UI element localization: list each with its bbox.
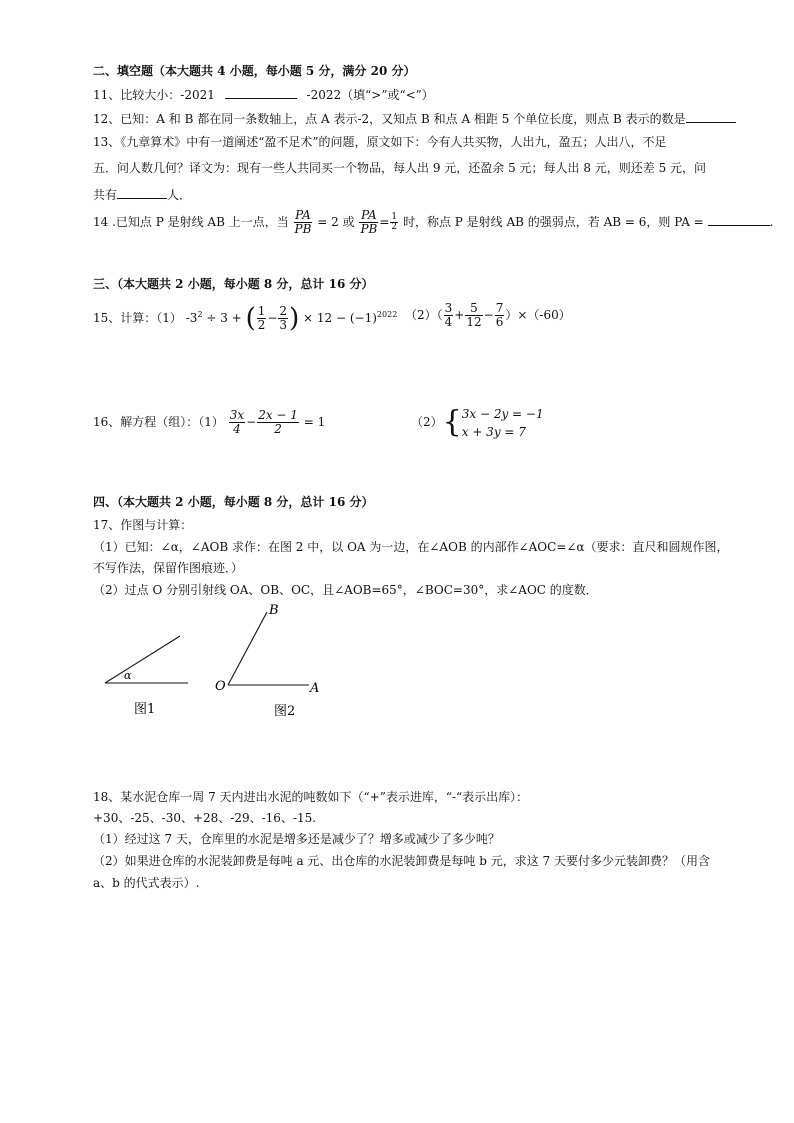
q15-fraction-3: $\frac{3}{4}$ (444, 301, 453, 329)
q15-fraction-1: $\frac{1}{2}$ (257, 304, 266, 332)
q13-line-3 (93, 186, 191, 203)
q18-line-5: a、b 的代式表示）. (93, 876, 200, 890)
q15-fraction-4: $\frac{5}{12}$ (466, 301, 482, 329)
q13-line-2: 五．问人数几何？译文为：现有一些人共同买一个物品，每人出 9 元，还盈余 5 元；每人出 8 元，则还差 5 元，问 (93, 161, 707, 175)
q11-answer-blank[interactable] (225, 86, 297, 99)
fig2-label-b: B (269, 603, 279, 618)
fig1-slant-ray (105, 636, 180, 683)
q14-answer-blank[interactable] (708, 213, 770, 226)
fig2-caption: 图2 (274, 704, 296, 719)
fig1-caption: 图1 (134, 702, 156, 717)
section-4-heading: 四、（本大题共 2 小题，每小题 8 分，总计 16 分） (93, 495, 374, 509)
question-15-part-1: 15、计算：（1） $-3^2 \div 3$ + ( $\frac{1}{2}$ − $\frac{2}{3}$ ) × $12 - (-1)^{2022}$ (93, 303, 398, 334)
q17-title: 17、作图与计算： (93, 518, 193, 532)
question-15-part-2: （2）（ $\frac{3}{4}$ + $\frac{5}{12}$ − $\frac{7}{6}$ ）×（-60） (405, 301, 571, 329)
q14-fraction-pa-pb: $\frac{PA}{PB}$ (294, 208, 312, 236)
q17-part-1-line-1: （1）已知：∠α，∠AOB 求作：在图 2 中，以 OA 为一边，在∠AOB 的内部作∠AOC=∠α（要求：直尺和圆规作图， (93, 540, 729, 554)
section-2-heading: 二、填空题（本大题共 4 小题，每小题 5 分，满分 20 分） (93, 64, 416, 78)
q13-line-1: 13、《九章算术》中有一道阐述“盈不足术”的问题，原文如下：今有人共买物，人出九，盈五；人出八，不足 (93, 135, 667, 149)
figure-1-angle-alpha (100, 630, 195, 720)
q14-fraction-pa-pb-2: $\frac{PA}{PB}$ (360, 208, 378, 236)
q11-suffix: -2022（填“>”或“<”） (306, 88, 434, 102)
question-12 (93, 110, 736, 127)
question-16-part-2: （2）{ 3x − 2y = −1 x + 3y = 7 (411, 404, 544, 440)
fig2-label-a: A (310, 681, 320, 696)
q15-fraction-2: $\frac{2}{3}$ (279, 304, 288, 332)
figure-2-angle-aob (210, 598, 330, 723)
q16-fraction-2: $\frac{2x - 1}{2}$ (258, 408, 298, 436)
q15-fraction-5: $\frac{7}{6}$ (495, 301, 504, 329)
q12-answer-blank[interactable] (686, 110, 736, 123)
q18-line-2: +30、-25、-30、+28、-29、-16、-15. (93, 811, 317, 825)
q13-answer-blank[interactable] (117, 186, 167, 199)
q14-equals: = (379, 215, 390, 229)
q14-prefix: 14 .已知点 P 是射线 AB 上一点，当 (93, 215, 289, 229)
system-brace: { (442, 404, 462, 440)
question-16-part-1: 16、解方程（组）：（1） $\frac{3x}{4}$ − $\frac{2x - 1}{2}$ = 1 (93, 408, 326, 436)
fig2-label-o: O (215, 679, 226, 694)
q16-fraction-1: $\frac{3x}{4}$ (229, 408, 245, 436)
q13-line3-prefix: 共有 (93, 188, 118, 202)
fig1-alpha-label: α (124, 669, 132, 682)
q18-line-4: （2）如果进仓库的水泥装卸费是每吨 a 元、出仓库的水泥装卸费是每吨 b 元，求这 7 天要付多少元装卸费？（用含 (93, 854, 710, 868)
fig2-ray-ob (228, 612, 267, 685)
q18-line-1: 18、某水泥仓库一周 7 天内进出水泥的吨数如下（“+”表示进库，“-“表示出库）： (93, 790, 529, 804)
question-11 (93, 86, 434, 103)
q17-part-1-line-2: 不写作法，保留作图痕迹．） (93, 561, 244, 575)
q17-part-2: （2）过点 O 分别引射线 OA、OB、OC，且∠AOB=65°，∠BOC=30°，求∠AOC 的度数． (93, 583, 598, 597)
equation-system: 3x − 2y = −1 x + 3y = 7 (461, 406, 544, 439)
q14-mid-2: 时，称点 P 是射线 AB 的强弱点，若 AB = 6，则 PA = (402, 215, 704, 229)
q13-line3-suffix: 人． (167, 188, 192, 202)
q14-mid-1: = 2 或 (317, 215, 355, 229)
section-3-heading: 三、（本大题共 2 小题，每小题 8 分，总计 16 分） (93, 277, 374, 291)
q14-fraction-half: $\frac{1}{2}$ (391, 212, 398, 232)
q12-text: 12、已知：A 和 B 都在同一条数轴上，点 A 表示-2，又知点 B 和点 A 相距 5 个单位长度，则点 B 表示的数是 (93, 112, 686, 126)
q18-line-3: （1）经过这 7 天，仓库里的水泥是增多还是减少了？增多或减少了多少吨？ (93, 832, 500, 846)
question-14: 14 .已知点 P 是射线 AB 上一点，当 $\frac{PA}{PB}$ = 2 或 $\frac{PA}{PB}$ = $\frac{1}{2}$ 时，称点 P 是射线 AB 的强弱点，若 AB = 6，则 PA = . (93, 208, 774, 236)
q11-prefix: 11、比较大小：-2021 (93, 88, 215, 102)
